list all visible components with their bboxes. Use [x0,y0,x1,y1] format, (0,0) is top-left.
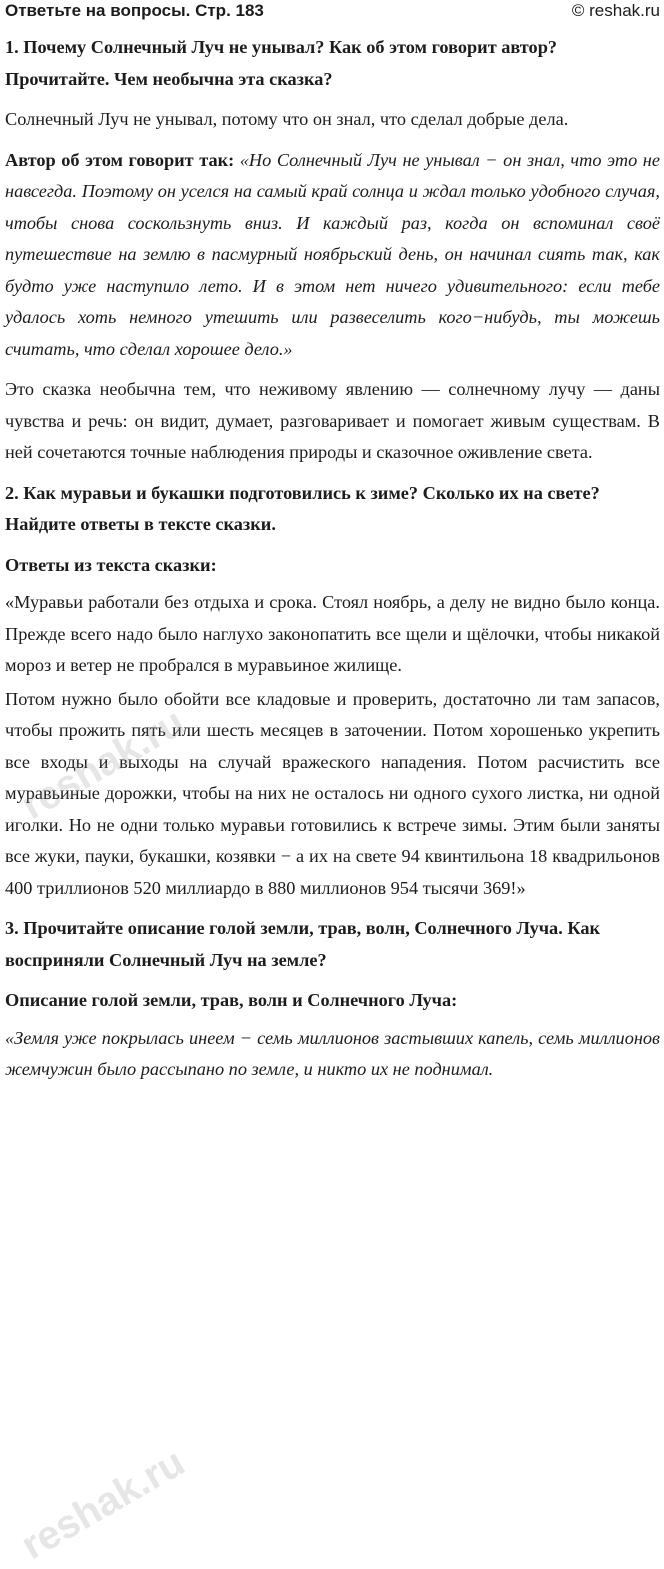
answer-1: Солнечный Луч не унывал, потому что он знал, что сделал добрые дела. [5,109,569,129]
question-3: 3. Прочитайте описание голой земли, трав, волн, Солнечного Луча. Как восприняли Солнечный Луч на земле? [5,918,601,970]
watermark-logo: reshak.ru [14,699,192,829]
page-header [0,0,664,26]
answers-label: Ответы из текста сказки: [5,554,217,575]
ants-paragraph-2: Потом нужно было обойти все кладовые и проверить, достаточно ли там запасов, чтобы прожить пять или шесть месяцев в заточении. Потом хорошенько укрепить все входы и выходы на случай вражеского нападения. Потом расчистить все муравьиные дорожки, чтобы на них не осталось ни одного сухого листка, ни одной иголки. Но не одни только муравьи готовились к встрече зимы. Этим были заняты все жуки, пауки, букашки, козявки − а их на свете 94 квинтильона 18 квадрильонов 400 триллионов 520 миллиардо в 880 миллионов 954 тысячи 369!» [5,688,660,898]
question-2: 2. Как муравьи и букашки подготовились к зиме? Сколько их на свете? Найдите ответы в тексте сказки. [5,482,600,534]
author-quote-paragraph [5,145,660,366]
document-body [5,30,660,1095]
watermark-logo: reshak.ru [14,1439,192,1569]
ants-paragraph-1: «Муравьи работали без отдыха и срока. Стоял ноябрь, а делу не видно было конца. Прежде всего надо было наглухо законопатить все щели и щёлочки, чтобы никакой мороз и ветер не пробрался в муравьиное жилище. [5,592,660,675]
page-title: Ответьте на вопросы. Стр. 183 [5,1,264,20]
site-credit[interactable]: © reshak.ru [571,1,660,20]
author-quote: «Но Солнечный Луч не унывал − он знал, что это не навсегда. Поэтому он уселся на самый край солнца и ждал только удобного случая, чтобы снова соскользнуть вниз. И каждый раз, когда он вспоминал своё путешествие на землю в пасмурный ноябрьский день, он начинал сиять так, как будто уже наступило лето. И в этом нет ничего удивительного: если тебе удалось хоть немного утешить или развеселить кого−нибудь, ты можешь считать, что сделал хорошее дело.» [5,149,660,359]
unusual-explanation: Это сказка необычна тем, что неживому явлению — солнечному лучу — даны чувства и речь: он видит, думает, разговаривает и помогает живым существам. В ней сочетаются точные наблюдения природы и сказочное оживление света. [5,379,660,462]
question-1: 1. Почему Солнечный Луч не унывал? Как об этом говорит автор? Прочитайте. Чем необычна эта сказка? [5,37,557,89]
description-label: Описание голой земли, трав, волн и Солнечного Луча: [5,990,458,1010]
earth-quote: «Земля уже покрылась инеем − семь миллионов застывших капель, семь миллионов жемчужин было рассыпано по земле, и никто их не поднимал. [5,1027,660,1079]
author-label: Автор об этом говорит так: [5,149,235,170]
